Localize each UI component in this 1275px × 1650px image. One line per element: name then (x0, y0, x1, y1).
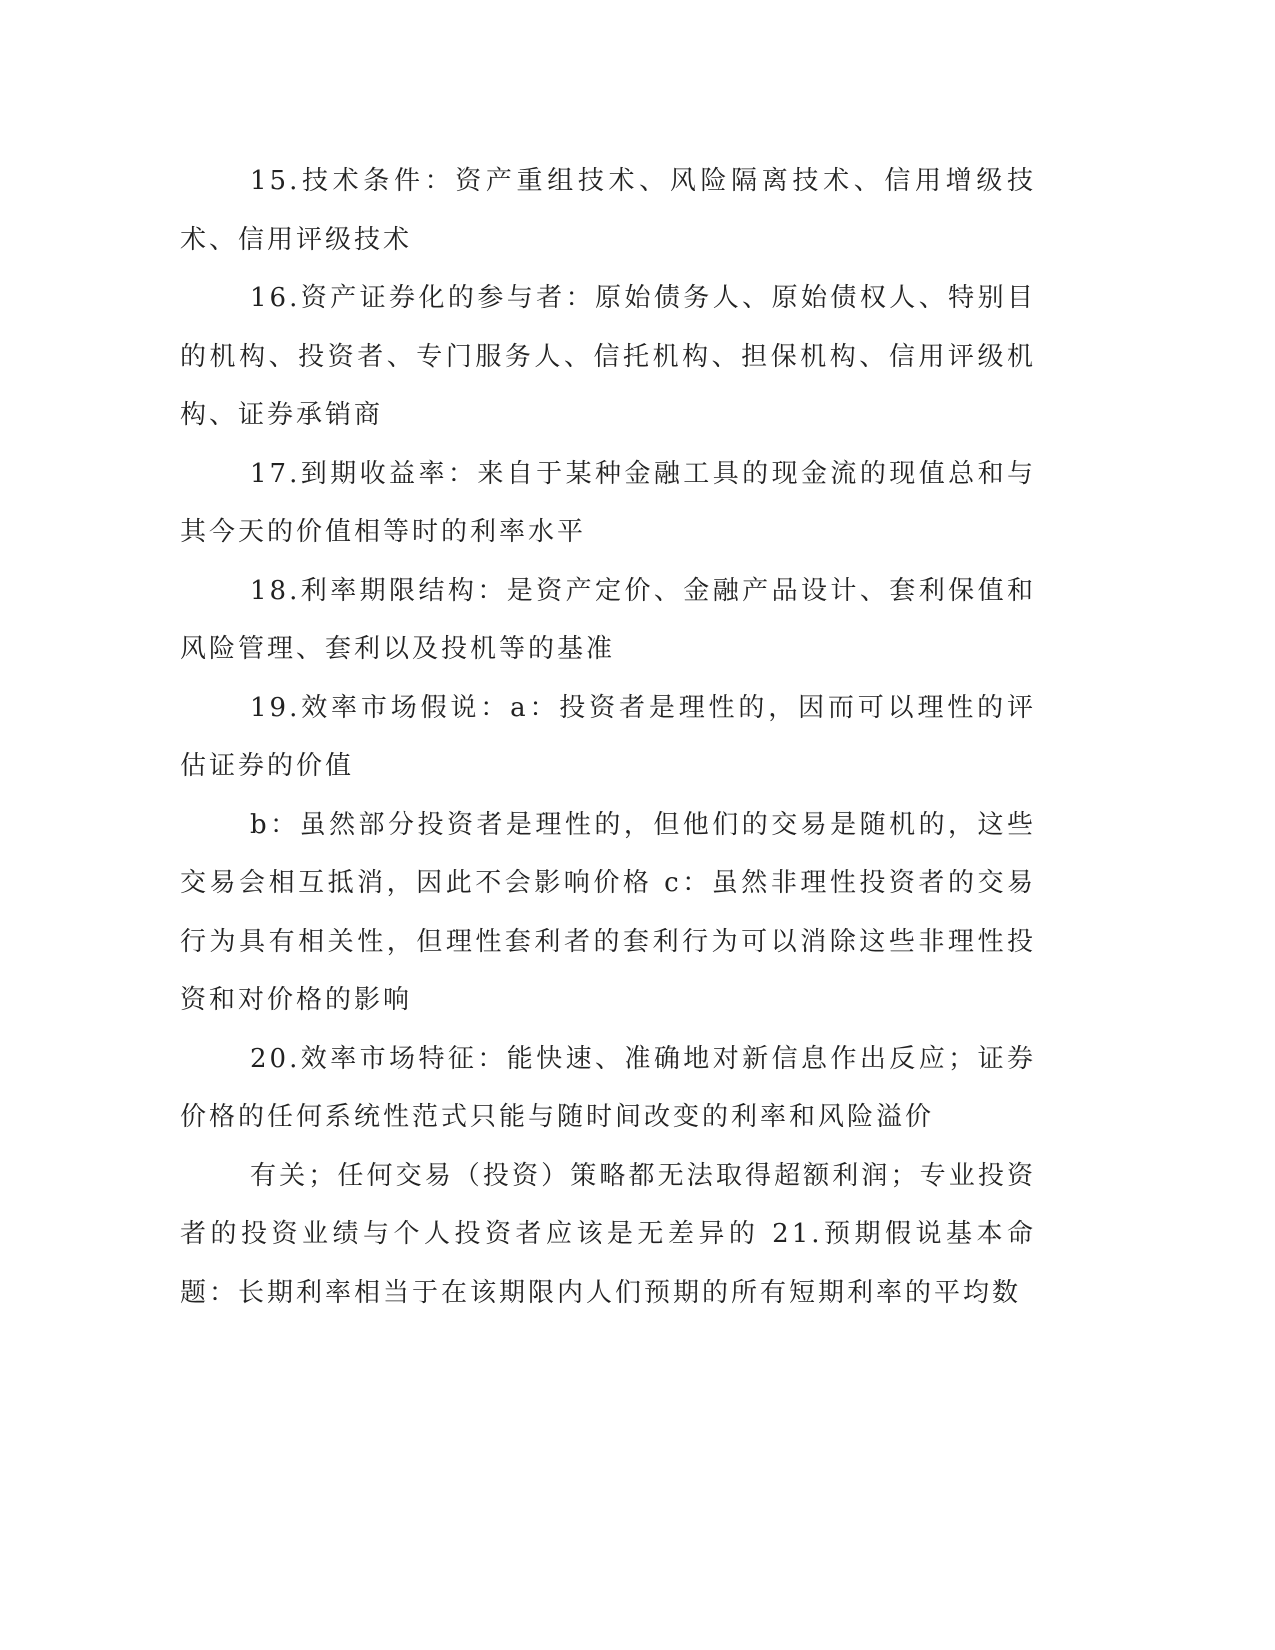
document-body (180, 152, 1036, 1322)
paragraph-securitization-participants: 16.资产证券化的参与者：原始债务人、原始债权人、特别目的机构、投资者、专门服务人、信托机构、担保机构、信用评级机构、证券承销商 (180, 283, 1036, 430)
paragraph-hypothesis-b-c: b：虽然部分投资者是理性的，但他们的交易是随机的，这些交易会相互抵消，因此不会影响价格 c：虽然非理性投资者的交易行为具有相关性，但理性套利者的套利行为可以消除这些非理性投资和对价格的影响 (180, 809, 1036, 1015)
paragraph-efficient-market-hypothesis: 19.效率市场假说：a：投资者是理性的，因而可以理性的评估证券的价值 (180, 692, 1036, 781)
paragraph-term-structure: 18.利率期限结构：是资产定价、金融产品设计、套利保值和风险管理、套利以及投机等的基准 (180, 575, 1036, 664)
paragraph-technical-conditions: 15.技术条件：资产重组技术、风险隔离技术、信用增级技术、信用评级技术 (180, 166, 1036, 255)
paragraph-features-continued: 有关；任何交易（投资）策略都无法取得超额利润；专业投资者的投资业绩与个人投资者应该是无差异的 21.预期假说基本命题：长期利率相当于在该期限内人们预期的所有短期利率的平均数 (180, 1160, 1036, 1308)
paragraph-efficient-market-features: 20.效率市场特征：能快速、准确地对新信息作出反应；证券价格的任何系统性范式只能与随时间改变的利率和风险溢价 (180, 1043, 1036, 1132)
paragraph-yield-to-maturity: 17.到期收益率：来自于某种金融工具的现金流的现值总和与其今天的价值相等时的利率水平 (180, 458, 1036, 547)
